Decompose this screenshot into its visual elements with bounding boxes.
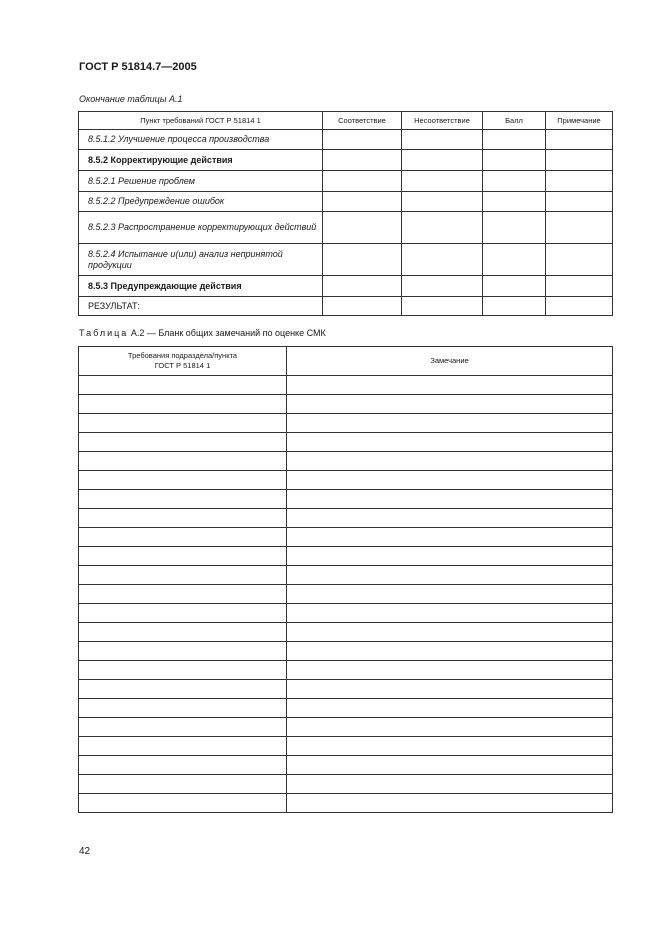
compliance-cell[interactable]: [323, 276, 402, 297]
table-row: [79, 376, 613, 395]
requirement-cell[interactable]: [79, 756, 287, 775]
score-cell[interactable]: [483, 276, 546, 297]
remark-cell[interactable]: [287, 794, 613, 813]
note-cell[interactable]: [546, 297, 613, 316]
compliance-cell[interactable]: [323, 192, 402, 212]
requirement-cell[interactable]: [79, 623, 287, 642]
table-row: [79, 737, 613, 756]
table-row: [79, 604, 613, 623]
requirement-cell[interactable]: [79, 794, 287, 813]
requirement-cell[interactable]: [79, 547, 287, 566]
remark-cell[interactable]: [287, 756, 613, 775]
requirement-cell: [79, 212, 323, 244]
score-cell[interactable]: [483, 297, 546, 316]
requirement-cell: [79, 150, 323, 171]
table-a2-caption-label: Таблица: [79, 328, 129, 338]
requirement-cell[interactable]: [79, 604, 287, 623]
table-a1-caption: Окончание таблицы А.1: [79, 94, 183, 104]
requirement-cell: [79, 276, 323, 297]
noncompliance-cell[interactable]: [402, 297, 483, 316]
table-row: [79, 680, 613, 699]
header-requirement: Пункт требований ГОСТ Р 51814 1: [79, 112, 323, 130]
standard-title: ГОСТ Р 51814.7—2005: [79, 61, 197, 73]
table-a2: [78, 346, 613, 813]
requirement-cell[interactable]: [79, 775, 287, 794]
item-number: 8.5.2.2: [88, 196, 116, 206]
table-row: [79, 585, 613, 604]
item-number: 8.5.2.1: [88, 175, 116, 186]
header-score: Балл: [483, 112, 546, 130]
remark-cell[interactable]: [287, 490, 613, 509]
table-row: [79, 566, 613, 585]
table-row: [79, 471, 613, 490]
table-row: [79, 623, 613, 642]
requirement-cell[interactable]: [79, 699, 287, 718]
remark-cell[interactable]: [287, 528, 613, 547]
remark-cell[interactable]: [287, 414, 613, 433]
remark-cell[interactable]: [287, 661, 613, 680]
noncompliance-cell[interactable]: [402, 150, 483, 171]
compliance-cell[interactable]: [323, 297, 402, 316]
note-cell[interactable]: [546, 130, 613, 150]
table-row: [79, 756, 613, 775]
item-text: Корректирующие действия: [110, 154, 233, 165]
table-a2-caption-text: А.2 — Бланк общих замечаний по оценке СМК: [130, 328, 326, 338]
remark-cell[interactable]: [287, 547, 613, 566]
note-cell[interactable]: [546, 192, 613, 212]
noncompliance-cell[interactable]: [402, 171, 483, 192]
table-row: [79, 642, 613, 661]
noncompliance-cell[interactable]: [402, 244, 483, 276]
table-row: [79, 775, 613, 794]
remark-cell[interactable]: [287, 604, 613, 623]
requirement-cell[interactable]: [79, 395, 287, 414]
header-requirement-line1: Требования подраздела/пункта: [127, 351, 238, 360]
table-row: [79, 490, 613, 509]
remark-cell[interactable]: [287, 452, 613, 471]
page-number: 42: [79, 846, 91, 857]
table-row: [79, 528, 613, 547]
remark-cell[interactable]: [287, 737, 613, 756]
item-text: Предупреждение ошибок: [118, 196, 225, 206]
remark-cell[interactable]: [287, 509, 613, 528]
table-a1: [78, 111, 613, 316]
table-row: [79, 794, 613, 813]
table-row: [79, 452, 613, 471]
table-row: [79, 509, 613, 528]
requirement-cell[interactable]: [79, 642, 287, 661]
note-cell[interactable]: [546, 150, 613, 171]
noncompliance-cell[interactable]: [402, 130, 483, 150]
requirement-cell[interactable]: [79, 376, 287, 395]
remark-cell[interactable]: [287, 471, 613, 490]
header-note: Примечание: [546, 112, 613, 130]
item-number: 8.5.1.2: [88, 134, 116, 144]
result-label: РЕЗУЛЬТАТ:: [88, 300, 140, 311]
remark-cell[interactable]: [287, 718, 613, 737]
header-requirement-line2: ГОСТ Р 51814 1: [154, 361, 211, 370]
score-cell[interactable]: [483, 244, 546, 276]
item-number: 8.5.2: [88, 154, 109, 165]
requirement-cell[interactable]: [79, 737, 287, 756]
item-number: 8.5.3: [88, 280, 109, 291]
score-cell[interactable]: [483, 150, 546, 171]
compliance-cell[interactable]: [323, 171, 402, 192]
note-cell[interactable]: [546, 244, 613, 276]
header-noncompliance: Несоответствие: [402, 112, 483, 130]
item-text: Предупреждающие действия: [110, 280, 242, 291]
table-row: [79, 433, 613, 452]
requirement-cell: [79, 171, 323, 192]
item-number: 8.5.2.4: [88, 248, 116, 259]
remark-cell[interactable]: [287, 433, 613, 452]
item-text: Распространение корректирующих действий: [118, 222, 317, 232]
requirement-cell[interactable]: [79, 509, 287, 528]
requirement-cell[interactable]: [79, 680, 287, 699]
table-a2-caption: [79, 328, 326, 338]
noncompliance-cell[interactable]: [402, 212, 483, 244]
score-cell[interactable]: [483, 192, 546, 212]
remark-cell[interactable]: [287, 585, 613, 604]
remark-cell[interactable]: [287, 699, 613, 718]
noncompliance-cell[interactable]: [402, 192, 483, 212]
table-row: [79, 718, 613, 737]
remark-cell[interactable]: [287, 566, 613, 585]
remark-cell[interactable]: [287, 623, 613, 642]
note-cell[interactable]: [546, 212, 613, 244]
score-cell[interactable]: [483, 130, 546, 150]
requirement-cell[interactable]: [79, 718, 287, 737]
compliance-cell[interactable]: [323, 244, 402, 276]
remark-cell[interactable]: [287, 775, 613, 794]
remark-cell[interactable]: [287, 642, 613, 661]
compliance-cell[interactable]: [323, 150, 402, 171]
result-cell: [79, 297, 323, 316]
table-row: [79, 395, 613, 414]
header-requirement: [79, 347, 287, 376]
remark-cell[interactable]: [287, 376, 613, 395]
requirement-cell[interactable]: [79, 452, 287, 471]
header-remark: Замечание: [287, 347, 613, 376]
requirement-cell: [79, 130, 323, 150]
requirement-cell[interactable]: [79, 528, 287, 547]
header-compliance: Соответствие: [323, 112, 402, 130]
note-cell[interactable]: [546, 276, 613, 297]
requirement-cell: [79, 192, 323, 212]
item-number: 8.5.2.3: [88, 222, 116, 232]
item-text: Испытание и(или) анализ непринятой продукции: [88, 248, 283, 270]
remark-cell[interactable]: [287, 395, 613, 414]
requirement-cell[interactable]: [79, 433, 287, 452]
noncompliance-cell[interactable]: [402, 276, 483, 297]
requirement-cell[interactable]: [79, 661, 287, 680]
compliance-cell[interactable]: [323, 130, 402, 150]
requirement-cell[interactable]: [79, 490, 287, 509]
table-row: [79, 661, 613, 680]
item-text: Решение проблем: [118, 175, 195, 186]
requirement-cell[interactable]: [79, 471, 287, 490]
table-row: [79, 547, 613, 566]
item-text: Улучшение процесса производства: [118, 134, 270, 144]
score-cell[interactable]: [483, 212, 546, 244]
table-row: [79, 414, 613, 433]
requirement-cell[interactable]: [79, 414, 287, 433]
requirement-cell[interactable]: [79, 585, 287, 604]
requirement-cell[interactable]: [79, 566, 287, 585]
remark-cell[interactable]: [287, 680, 613, 699]
score-cell[interactable]: [483, 171, 546, 192]
requirement-cell: [79, 244, 323, 276]
note-cell[interactable]: [546, 171, 613, 192]
compliance-cell[interactable]: [323, 212, 402, 244]
table-row: [79, 699, 613, 718]
